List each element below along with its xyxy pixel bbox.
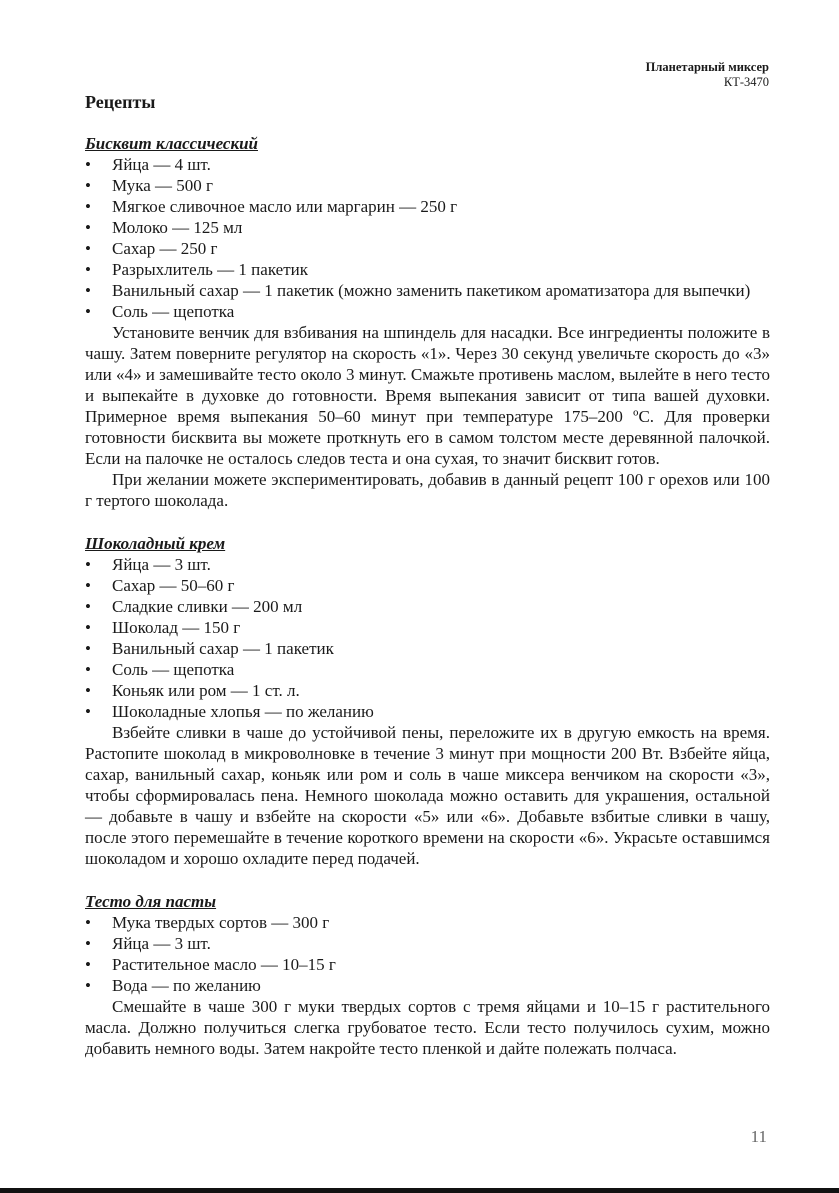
instruction-paragraph: При желании можете экспериментировать, добавив в данный рецепт 100 г орехов или 100 г тертого шоколада.	[85, 470, 770, 510]
ingredient-item: • Шоколадные хлопья — по желанию	[85, 701, 770, 722]
ingredient-item: • Молоко — 125 мл	[85, 217, 770, 238]
recipe-title: Шоколадный крем	[85, 534, 226, 553]
ingredient-list	[85, 154, 770, 322]
ingredient-item: • Сахар — 250 г	[85, 238, 770, 259]
ingredient-item: • Вода — по желанию	[85, 975, 770, 996]
header-code: КТ-3470	[723, 75, 769, 89]
recipe-section	[85, 891, 770, 1059]
recipe-title: Тесто для пасты	[85, 892, 217, 911]
instruction-paragraph: Взбейте сливки в чаше до устойчивой пены, переложите их в другую емкость на время. Растопите шоколад в микроволновке в течение 3 минут при мощности 200 Вт. Взбейте яйца, сахар, ванильный сахар, коньяк или ром и соль в чаше миксера венчиком на скорости «3», чтобы сформировалась пена. Немного шоколада можно оставить для украшения, остальной — добавьте в чашу и взбейте на скорости «5» или «6». Добавьте взбитые сливки в чашу, после этого перемешайте в течение короткого времени на скорости «6». Украсьте оставшимся шоколадом и хорошо охладите перед подачей.	[85, 723, 770, 868]
recipes-content	[85, 133, 770, 1059]
recipe-title: Бисквит классический	[85, 134, 258, 153]
ingredient-item: • Соль — щепотка	[85, 659, 770, 680]
ingredient-item: • Сахар — 50–60 г	[85, 575, 770, 596]
page-number: 11	[750, 1127, 767, 1146]
ingredient-item: • Яйца — 3 шт.	[85, 933, 770, 954]
ingredient-item: • Мука — 500 г	[85, 175, 770, 196]
ingredient-list	[85, 554, 770, 722]
ingredient-item: • Ванильный сахар — 1 пакетик	[85, 638, 770, 659]
ingredient-item: • Мука твердых сортов — 300 г	[85, 912, 770, 933]
ingredient-item: • Яйца — 4 шт.	[85, 154, 770, 175]
ingredient-item: • Растительное масло — 10–15 г	[85, 954, 770, 975]
ingredient-item: • Сладкие сливки — 200 мл	[85, 596, 770, 617]
page-header	[646, 60, 769, 90]
bottom-rule	[0, 1188, 839, 1193]
instruction-paragraph: Смешайте в чаше 300 г муки твердых сортов с тремя яйцами и 10–15 г растительного масла. Должно получиться слегка грубоватое тесто. Если тесто получилось сухим, можно добавить немного воды. Затем накройте тесто пленкой и дайте полежать полчаса.	[85, 997, 770, 1058]
ingredient-item: • Шоколад — 150 г	[85, 617, 770, 638]
ingredient-item: • Яйца — 3 шт.	[85, 554, 770, 575]
ingredient-item: • Разрыхлитель — 1 пакетик	[85, 259, 770, 280]
ingredient-item: • Коньяк или ром — 1 ст. л.	[85, 680, 770, 701]
ingredient-item: • Ванильный сахар — 1 пакетик (можно заменить пакетиком ароматизатора для выпечки)	[85, 280, 770, 301]
recipe-section	[85, 133, 770, 511]
recipe-section	[85, 533, 770, 869]
ingredient-list	[85, 912, 770, 996]
ingredient-item: • Соль — щепотка	[85, 301, 770, 322]
header-model: Планетарный миксер	[645, 60, 769, 74]
ingredient-item: • Мягкое сливочное масло или маргарин — 250 г	[85, 196, 770, 217]
instruction-paragraph: Установите венчик для взбивания на шпиндель для насадки. Все ингредиенты положите в чашу. Затем поверните регулятор на скорость «1». Через 30 секунд увеличьте скорость до «3» или «4» и замешивайте тесто около 3 минут. Смажьте противень маслом, вылейте в него тесто и выпекайте в духовке до готовности. Время выпекания зависит от типа вашей духовки. Примерное время выпекания 50–60 минут при температуре 175–200 ºС. Для проверки готовности бисквита вы можете проткнуть его в самом толстом месте деревянной палочкой. Если на палочке не осталось следов теста и она сухая, то значит бисквит готов.	[85, 323, 770, 468]
section-title: Рецепты	[85, 92, 156, 112]
